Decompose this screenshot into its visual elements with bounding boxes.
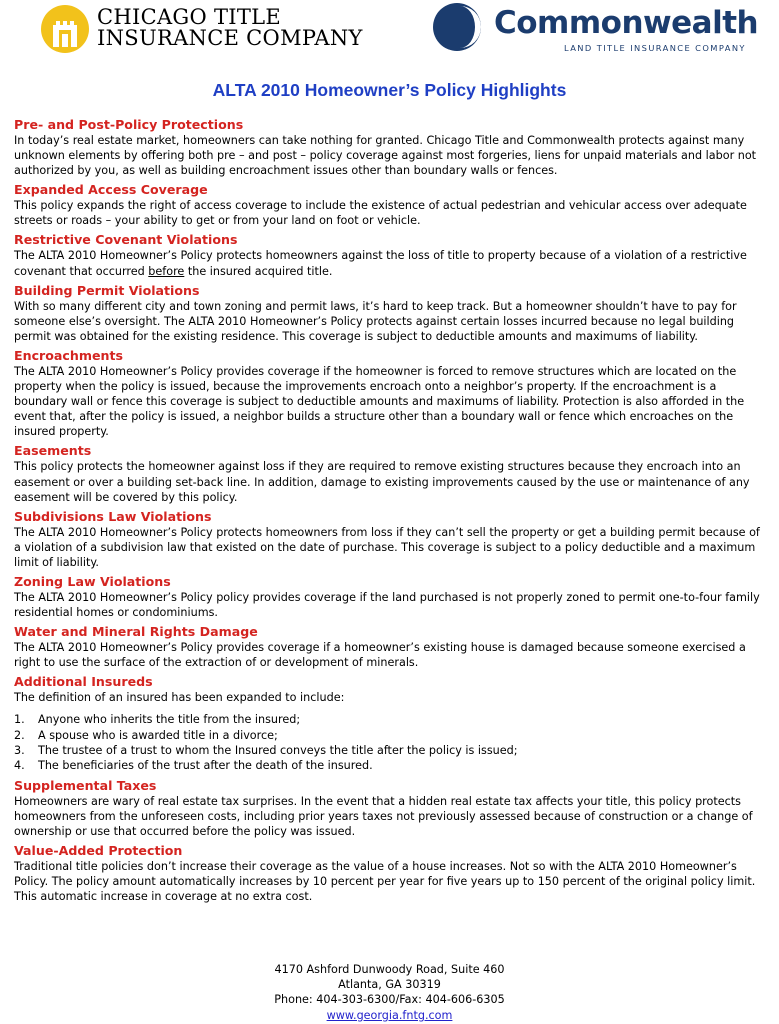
section-body: This policy protects the homeowner against loss if they are required to remove existing structures because they encroach into an easement or over a building set-back line. In addition, damage to existing improvements caused by the use or maintenance of any easement will be covered by this policy. (14, 460, 750, 504)
list-number: 3. (14, 743, 25, 757)
section-heading: Encroachments (14, 347, 123, 363)
section-body: Traditional title policies don’t increase their coverage as the value of a house increases. Not so with the ALTA 2010 Homeowner’s Policy. The policy amount automatically increases by 10 percent per year for five years up to 150 percent of the original policy limit. This automatic increase in coverage at no extra cost. (14, 860, 756, 904)
section-heading: Supplemental Taxes (14, 777, 157, 793)
section-body-part1: The ALTA 2010 Homeowner’s Policy protects homeowners against the loss of title to property because of a violation of a restrictive covenant that occurred (14, 249, 747, 278)
section-heading: Water and Mineral Rights Damage (14, 624, 258, 640)
section-heading: Building Permit Violations (14, 282, 200, 298)
footer-website-link[interactable]: www.georgia.fntg.com (326, 1008, 453, 1022)
section-additional-insureds (14, 674, 766, 772)
footer-phone-fax: Phone: 404-303-6300/Fax: 404-606-6305 (274, 993, 505, 1007)
section-heading: Pre- and Post-Policy Protections (14, 117, 244, 132)
section-value-added (14, 843, 766, 904)
section-heading: Value-Added Protection (14, 843, 183, 859)
section-body-part2: the insured acquired title. (184, 264, 333, 278)
list-text: The trustee of a trust to whom the Insured conveys the title after the policy is issued; (38, 743, 518, 757)
section-body: The ALTA 2010 Homeowner’s Policy provides coverage if a homeowner’s existing house is damaged because someone exercised a right to use the surface of the extraction of or development of minerals. (14, 641, 746, 670)
commonwealth-name: Commonwealth (494, 5, 759, 41)
list-item (14, 743, 766, 758)
section-body: With so many different city and town zoning and permit laws, it’s hard to keep track. But a homeowner shouldn’t have to pay for someone else’s oversight. The ALTA 2010 Homeowner’s Policy protects against certain losses incurred because no legal building permit was obtained for the existing residence. This coverage is subject to deductible amounts and maximums of liability. (14, 299, 737, 343)
section-restrictive-covenant (14, 232, 766, 278)
chicago-title-name-line1: CHICAGO TITLE (97, 5, 282, 29)
document-title: ALTA 2010 Homeowner’s Policy Highlights (212, 80, 567, 100)
policy-sections (14, 117, 766, 908)
footer-contact (0, 962, 779, 1023)
section-body: In today’s real estate market, homeowners can take nothing for granted. Chicago Title and Commonwealth protects against many unknown elements by offering both pre – and post – policy coverage against most forgeries, liens for unpaid materials and labor not authorized by you, as well as building encroachment issues other than boundary walls or fences. (14, 134, 757, 178)
section-heading: Easements (14, 443, 92, 459)
section-pre-post-policy (14, 117, 766, 178)
commonwealth-globe-icon (430, 2, 486, 52)
footer-address-line2: Atlanta, GA 30319 (338, 978, 441, 992)
section-easements (14, 443, 766, 504)
footer-address-line1: 4170 Ashford Dunwoody Road, Suite 460 (274, 963, 505, 976)
section-zoning (14, 574, 766, 620)
section-body: The ALTA 2010 Homeowner’s Policy provides coverage if the homeowner is forced to remove structures which are located on the property when the policy is issued, because the improvements encroach onto a neighbor’s property. If the encroachment is a boundary wall or fence this coverage is subject to deductible amounts and maximums of liability. Protection is also afforded in the event that, after the policy is issued, a neighbor builds a structure other than a boundary wall or fence which encroaches on the insured property. (14, 364, 745, 439)
section-supplemental-taxes (14, 778, 766, 839)
list-number: 4. (14, 758, 25, 772)
insureds-list (14, 712, 766, 772)
section-building-permit (14, 283, 766, 344)
section-body: The ALTA 2010 Homeowner’s Policy protects homeowners from loss if they can’t sell the property or get a building permit because of a violation of a subdivision law that existed on the date of purchase. This coverage is subject to a policy deductible and a maximum limit of liability. (14, 525, 760, 569)
list-item (14, 728, 766, 743)
section-water-mineral (14, 624, 766, 670)
list-text: A spouse who is awarded title in a divorce; (38, 728, 278, 742)
section-heading: Restrictive Covenant Violations (14, 232, 238, 248)
underlined-word: before (148, 264, 185, 278)
commonwealth-subtitle: LAND TITLE INSURANCE COMPANY (564, 43, 746, 53)
list-number: 1. (14, 713, 25, 727)
section-expanded-access (14, 182, 766, 228)
list-text: Anyone who inherits the title from the insured; (38, 713, 301, 727)
chicago-title-name-line2: INSURANCE COMPANY (97, 26, 363, 50)
section-subdivisions (14, 509, 766, 570)
section-encroachments (14, 348, 766, 439)
chicago-title-castle-icon (40, 3, 90, 55)
section-body: Homeowners are wary of real estate tax surprises. In the event that a hidden real estate tax affects your title, this policy protects homeowners from the unforeseen costs, including prior years taxes not previously assessed because of construction or a change of ownership or use that occurred before the policy was issued. (14, 794, 753, 838)
letterhead (0, 0, 779, 70)
list-item (14, 758, 766, 773)
section-heading: Zoning Law Violations (14, 573, 171, 589)
list-number: 2. (14, 728, 25, 742)
section-heading: Subdivisions Law Violations (14, 508, 212, 524)
section-heading: Expanded Access Coverage (14, 182, 208, 198)
section-body: The ALTA 2010 Homeowner’s Policy policy provides coverage if the land purchased is not properly zoned to permit one-to-four family residential homes or condominiums. (14, 590, 760, 620)
list-item (14, 712, 766, 727)
section-body (14, 248, 766, 278)
section-body: The definition of an insured has been expanded to include: (14, 691, 345, 705)
section-heading: Additional Insureds (14, 674, 153, 690)
section-body: This policy expands the right of access coverage to include the existence of actual pedestrian and vehicular access over adequate streets or roads – your ability to get or from your land on foot or vehicle. (14, 199, 747, 228)
list-text: The beneficiaries of the trust after the death of the insured. (38, 758, 373, 772)
